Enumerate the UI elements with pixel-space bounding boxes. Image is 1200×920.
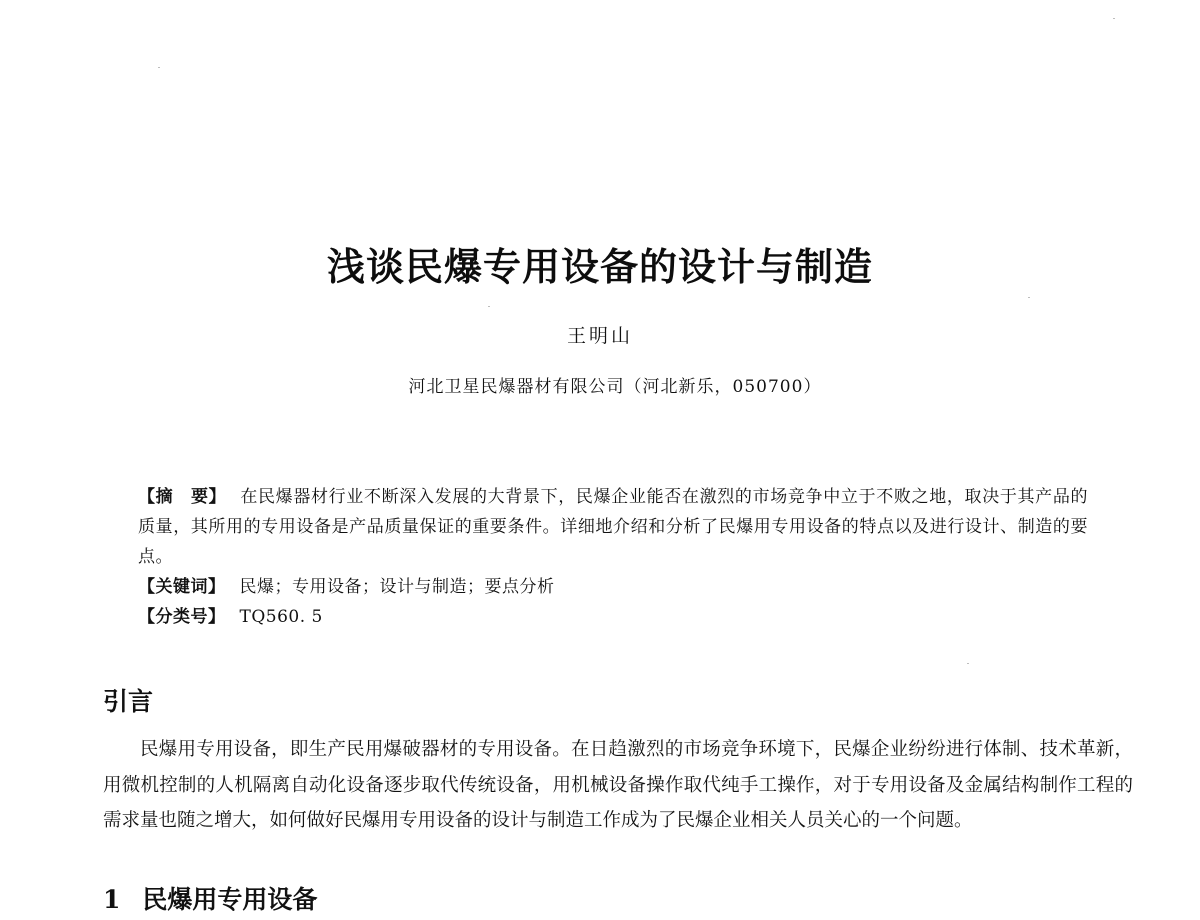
- section-1-title: 民爆用专用设备: [142, 885, 318, 914]
- intro-heading: 引言: [103, 687, 154, 716]
- abstract-paragraph: [138, 482, 1088, 572]
- scan-speck: [967, 663, 969, 664]
- abstract-block: [138, 482, 1088, 632]
- keywords-label: 【关键词】: [138, 577, 226, 597]
- scan-speck: [488, 306, 490, 307]
- intro-paragraph: 民爆用专用设备，即生产民用爆破器材的专用设备。在日趋激烈的市场竞争环境下，民爆企业纷纷进行体制、技术革新，用微机控制的人机隔离自动化设备逐步取代传统设备，用机械设备操作取代纯手工操作，对于专用设备及金属结构制作工程的需求量也随之增大，如何做好民爆用专用设备的设计与制造工作成为了民爆企业相关人员关心的一个问题。: [103, 739, 1133, 831]
- scan-speck: [1028, 297, 1030, 298]
- author-affiliation: 河北卫星民爆器材有限公司（河北新乐，050700）: [408, 377, 822, 397]
- abstract-label: 【摘 要】: [138, 487, 227, 507]
- classification-row: [138, 602, 1088, 632]
- keywords-text: 民爆；专用设备；设计与制造；要点分析: [239, 577, 555, 597]
- abstract-text: 在民爆器材行业不断深入发展的大背景下，民爆企业能否在激烈的市场竞争中立于不败之地，取决于其产品的质量，其所用的专用设备是产品质量保证的重要条件。详细地介绍和分析了民爆用专用设备的特点以及进行设计、制造的要点。: [138, 487, 1089, 567]
- section-1-number: 1: [103, 885, 121, 914]
- classification-label: 【分类号】: [138, 607, 226, 627]
- classification-text: TQ560. 5: [239, 607, 323, 627]
- keywords-row: [138, 572, 1088, 602]
- section-1-heading: [103, 880, 317, 916]
- paper-title: 浅谈民爆专用设备的设计与制造: [326, 245, 873, 289]
- scan-speck: [158, 67, 160, 68]
- scan-speck: [1113, 18, 1115, 19]
- author-name: 王明山: [566, 325, 633, 347]
